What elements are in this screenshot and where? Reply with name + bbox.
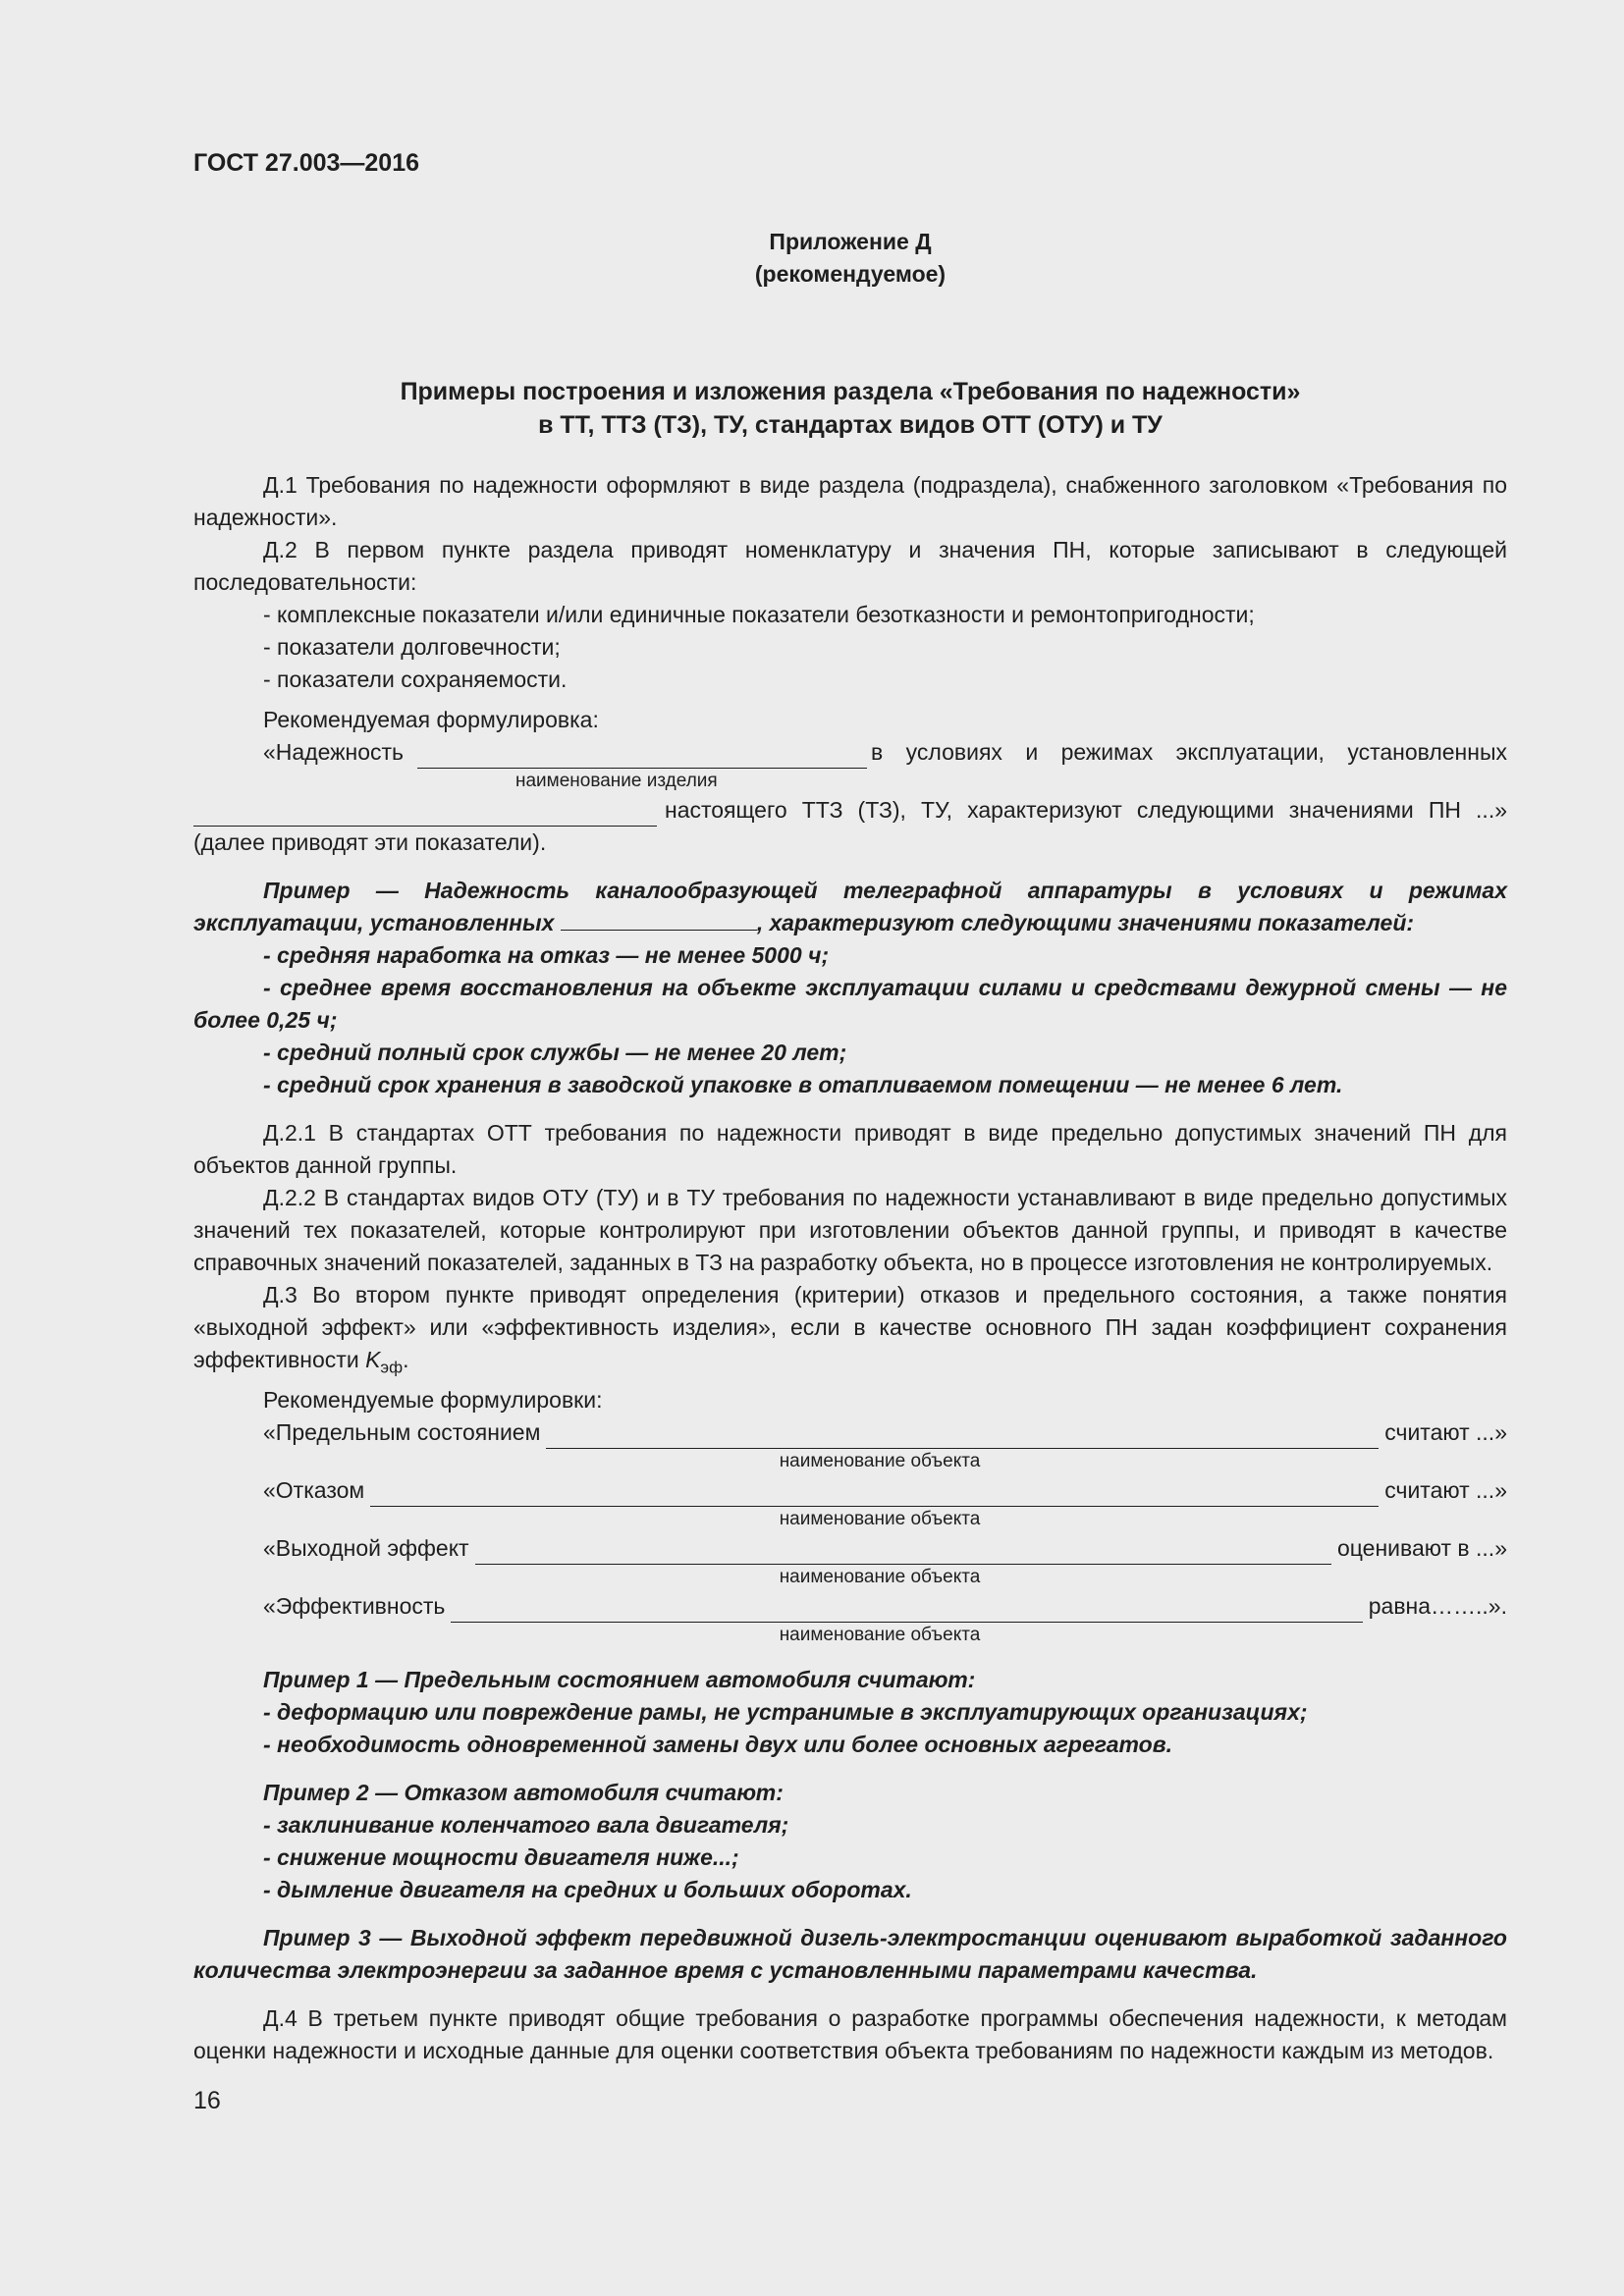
clause-d2-2: Д.2.2 В стандартах видов ОТУ (ТУ) и в ТУ требования по надежности устанавливают в виде предельно допустимых значений тех показателей, которые контролируют при изготовлении объектов данной группы, и приводят в качестве справочных значений показателей, заданных в ТЗ на разработку объекта, но в процессе изготовления не контролируемых. <box>193 1185 1507 1275</box>
example-line: Пример 2 — Отказом автомобиля считают: <box>263 1779 784 1805</box>
example-blank <box>561 910 757 931</box>
example-intro-text: Пример — Надежность каналообразующей телеграфной аппаратуры в условиях и режимах эксплуатации, установленных <box>193 878 1507 935</box>
form-end: равна……..». <box>1368 1592 1507 1619</box>
example-line: Пример 3 — Выходной эффект передвижной дизель-электростанции оценивают выработкой заданного количества электроэнергии за заданное время с установленными параметрами качества. <box>193 1924 1507 1983</box>
document-code: ГОСТ 27.003—2016 <box>193 149 420 177</box>
d2-list-item: - комплексные показатели и/или единичные показатели безотказности и ремонтопригодности; <box>263 602 1255 627</box>
clause-d3: Д.3 Во втором пункте приводят определения (критерии) отказов и предельного состояния, а также понятия «выходной эффект» или «эффективность изделия», если в качестве основного ПН задан коэффициент сохранения эффективности $K_{эф}$. <box>193 1282 1507 1377</box>
k-subscript: эф <box>380 1358 404 1377</box>
section-title <box>193 375 1507 442</box>
example-indicator: - средний срок хранения в заводской упаковке в отапливаемом помещении — не менее 6 лет. <box>263 1072 1343 1097</box>
document-name-blank <box>193 804 657 827</box>
form-output-effect <box>193 1532 1507 1565</box>
form-start: «Эффективность <box>263 1592 446 1619</box>
example-line: - заклинивание коленчатого вала двигателя; <box>263 1811 789 1838</box>
product-name-blank <box>417 746 867 769</box>
example-3 <box>193 1922 1507 1987</box>
object-name-blank <box>546 1426 1379 1449</box>
example-line: Пример 1 — Предельным состоянием автомобиля считают: <box>263 1666 976 1692</box>
example-1 <box>193 1664 1507 1761</box>
object-name-caption: наименование объекта <box>779 1508 981 1529</box>
example-indicator: - средняя наработка на отказ — не менее 5000 ч; <box>263 942 830 968</box>
clause-d4: Д.4 В третьем пункте приводят общие требования о разработке программы обеспечения надежности, к методам оценки надежности и исходные данные для оценки соответствия объекта требованиям по надежности каждым из методов. <box>193 2004 1507 2063</box>
k-symbol: K <box>365 1347 381 1372</box>
formula-tail: (далее приводят эти показатели). <box>193 829 547 855</box>
object-name-caption: наименование объекта <box>779 1566 981 1587</box>
page-number: 16 <box>193 2087 221 2114</box>
d2-list-item: - показатели сохраняемости. <box>263 667 568 692</box>
form-limit-state <box>193 1416 1507 1449</box>
example-line: - дымление двигателя на средних и больших оборотах. <box>263 1876 912 1902</box>
product-name-caption: наименование изделия <box>515 771 718 791</box>
example-reliability-intro <box>193 875 1507 939</box>
d2-list-item: - показатели долговечности; <box>263 634 561 660</box>
form-start: «Предельным состоянием <box>263 1418 541 1445</box>
d3-recommended-label: Рекомендуемые формулировки: <box>263 1386 603 1413</box>
object-name-caption: наименование объекта <box>779 1624 981 1645</box>
formula-start: «Надежность <box>263 739 405 765</box>
reliability-formula-line-2 <box>193 794 1507 827</box>
example-indicator: - средний полный срок службы — не менее 20 лет; <box>263 1040 847 1065</box>
example-2 <box>193 1777 1507 1906</box>
form-end: оценивают в ...» <box>1336 1534 1507 1561</box>
example-indicator: - среднее время восстановления на объекте эксплуатации силами и средствами дежурной смены — не более 0,25 ч; <box>193 975 1507 1033</box>
document-body <box>193 469 1507 2067</box>
section-title-line-1: Примеры построения и изложения раздела «Требования по надежности» <box>400 378 1301 405</box>
example-line: - снижение мощности двигателя ниже...; <box>263 1843 739 1870</box>
example-intro-tail: , характеризуют следующими значениями показателей: <box>756 910 1415 935</box>
form-end: считают ...» <box>1384 1418 1507 1445</box>
d2-recommended-label: Рекомендуемая формулировка: <box>263 707 599 732</box>
d3-text: Д.3 Во втором пункте приводят определения (критерии) отказов и предельного состояния, а также понятия «выходной эффект» или «эффективность изделия», если в качестве основного ПН задан коэффициент сохранения эффективности <box>193 1282 1507 1372</box>
form-efficiency <box>193 1590 1507 1623</box>
section-title-line-2: в ТТ, ТТЗ (ТЗ), ТУ, стандартах видов ОТТ (ОТУ) и ТУ <box>538 411 1163 439</box>
object-name-caption: наименование объекта <box>779 1450 981 1471</box>
object-name-blank <box>475 1542 1331 1565</box>
formula-end: настоящего ТТЗ (ТЗ), ТУ, характеризуют следующими значениями ПН ...» <box>665 797 1507 823</box>
form-end: считают ...» <box>1384 1476 1507 1503</box>
appendix-heading <box>193 226 1507 291</box>
object-name-blank <box>451 1600 1362 1623</box>
object-name-blank <box>370 1484 1379 1507</box>
clause-d2-1: Д.2.1 В стандартах ОТТ требования по надежности приводят в виде предельно допустимых значений ПН для объектов данной группы. <box>193 1120 1507 1178</box>
appendix-label: Приложение Д <box>769 229 932 254</box>
example-line: - необходимость одновременной замены двух или более основных агрегатов. <box>263 1731 1172 1757</box>
clause-d2: Д.2 В первом пункте раздела приводят номенклатуру и значения ПН, которые записывают в следующей последовательности: <box>193 537 1507 595</box>
appendix-kind: (рекомендуемое) <box>754 261 947 287</box>
example-line: - деформацию или повреждение рамы, не устранимые в эксплуатирующих организациях; <box>263 1698 1308 1725</box>
reliability-formula-line-1 <box>193 736 1507 769</box>
form-start: «Отказом <box>263 1476 365 1503</box>
formula-mid: в условиях и режимах эксплуатации, установленных <box>871 739 1507 765</box>
form-failure <box>193 1474 1507 1507</box>
clause-d1: Д.1 Требования по надежности оформляют в виде раздела (подраздела), снабженного заголовком «Требования по надежности». <box>193 472 1507 530</box>
form-start: «Выходной эффект <box>263 1534 469 1561</box>
